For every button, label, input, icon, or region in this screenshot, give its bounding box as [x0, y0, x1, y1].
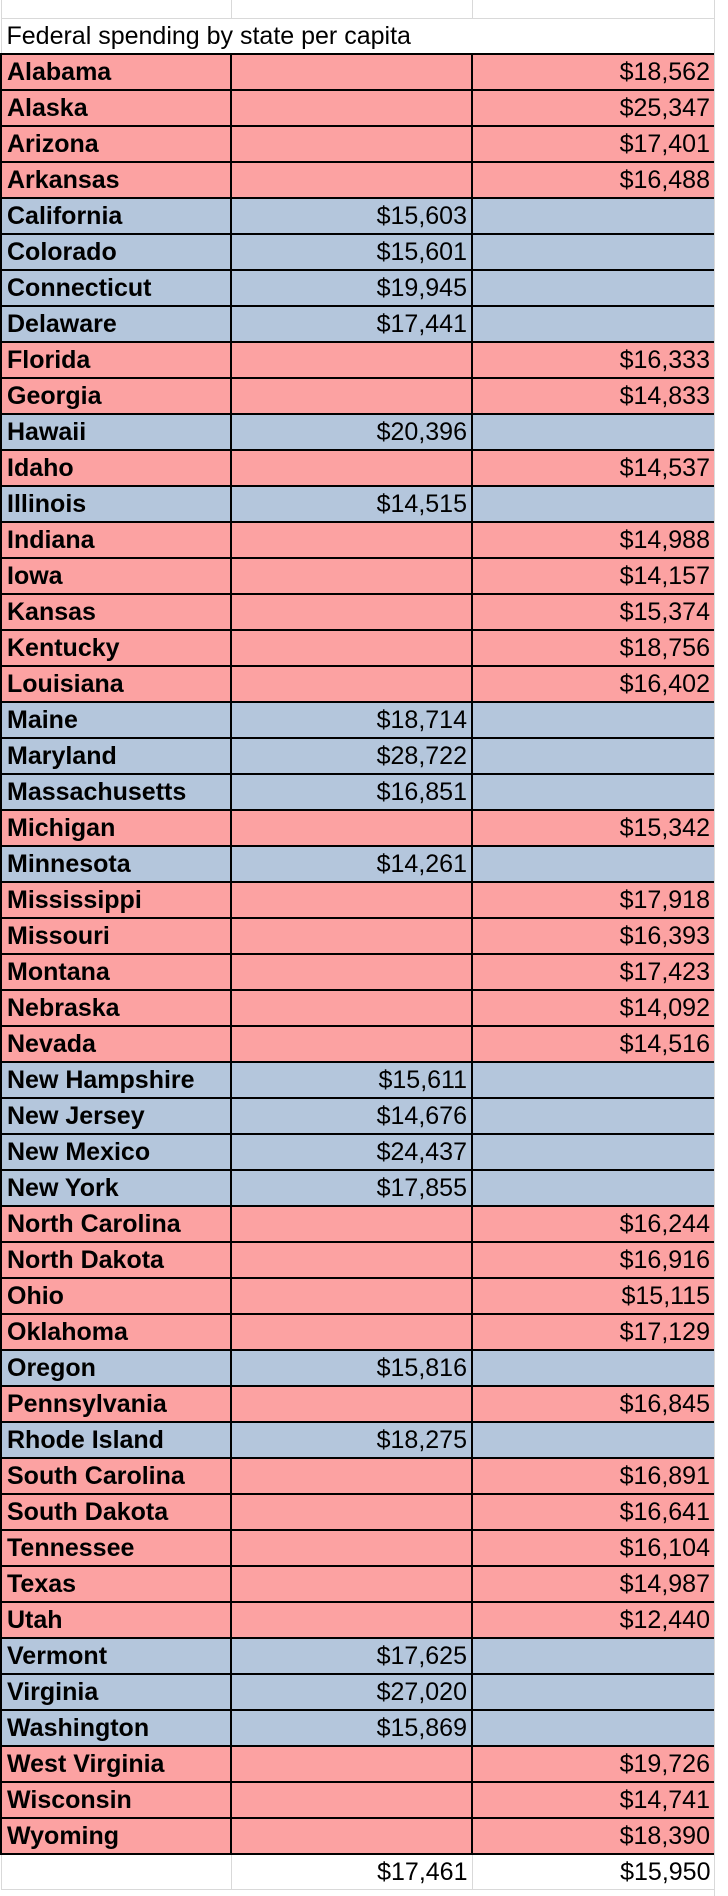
- blue-state-value-cell[interactable]: $24,437: [231, 1134, 472, 1170]
- state-name-cell[interactable]: Arizona: [1, 126, 231, 162]
- top-row: [1, 0, 715, 19]
- table-row: [1, 774, 715, 810]
- red-state-value-cell[interactable]: $18,756: [472, 630, 715, 666]
- blue-state-value-cell[interactable]: [231, 90, 472, 126]
- blue-state-value-cell[interactable]: [231, 1206, 472, 1242]
- red-state-value-cell[interactable]: $16,244: [472, 1206, 715, 1242]
- state-name-cell[interactable]: Georgia: [1, 378, 231, 414]
- red-state-value-cell[interactable]: $15,374: [472, 594, 715, 630]
- red-state-value-cell[interactable]: [472, 774, 715, 810]
- state-name-cell[interactable]: Oregon: [1, 1350, 231, 1386]
- table-row: [1, 558, 715, 594]
- state-name-cell[interactable]: South Carolina: [1, 1458, 231, 1494]
- red-state-value-cell[interactable]: [472, 198, 715, 234]
- blue-state-value-cell[interactable]: [231, 162, 472, 198]
- table-row: [1, 378, 715, 414]
- blue-state-value-cell[interactable]: $15,603: [231, 198, 472, 234]
- state-name-cell[interactable]: Massachusetts: [1, 774, 231, 810]
- red-state-value-cell[interactable]: [472, 1674, 715, 1710]
- sheet-edge: [714, 0, 728, 1896]
- table-row: [1, 630, 715, 666]
- red-state-value-cell[interactable]: [472, 1098, 715, 1134]
- blue-state-value-cell[interactable]: [231, 558, 472, 594]
- cell[interactable]: [472, 0, 715, 19]
- table-row: [1, 918, 715, 954]
- red-state-value-cell[interactable]: [472, 1710, 715, 1746]
- blue-state-value-cell[interactable]: $14,515: [231, 486, 472, 522]
- table-row: [1, 54, 715, 90]
- state-name-cell[interactable]: Michigan: [1, 810, 231, 846]
- blue-state-value-cell[interactable]: [231, 378, 472, 414]
- sheet-title[interactable]: Federal spending by state per capita: [1, 19, 715, 55]
- red-state-value-cell[interactable]: [472, 1170, 715, 1206]
- state-name-cell[interactable]: Alaska: [1, 90, 231, 126]
- state-name-cell[interactable]: Missouri: [1, 918, 231, 954]
- state-name-cell[interactable]: South Dakota: [1, 1494, 231, 1530]
- table-row: [1, 1782, 715, 1818]
- red-state-value-cell[interactable]: $16,488: [472, 162, 715, 198]
- table-row: [1, 1818, 715, 1854]
- red-state-value-cell[interactable]: [472, 1134, 715, 1170]
- state-name-cell[interactable]: Indiana: [1, 522, 231, 558]
- state-name-cell[interactable]: North Carolina: [1, 1206, 231, 1242]
- state-name-cell[interactable]: Rhode Island: [1, 1422, 231, 1458]
- table-row: [1, 1458, 715, 1494]
- blue-state-value-cell[interactable]: [231, 666, 472, 702]
- red-state-value-cell[interactable]: $14,157: [472, 558, 715, 594]
- blue-state-value-cell[interactable]: [231, 1782, 472, 1818]
- red-state-value-cell[interactable]: $25,347: [472, 90, 715, 126]
- blue-state-value-cell[interactable]: [231, 954, 472, 990]
- blue-state-value-cell[interactable]: [231, 990, 472, 1026]
- table-row: [1, 1278, 715, 1314]
- table-row: [1, 486, 715, 522]
- table-row: [1, 1206, 715, 1242]
- state-name-cell[interactable]: Ohio: [1, 1278, 231, 1314]
- table-row: [1, 594, 715, 630]
- red-state-value-cell[interactable]: [472, 1062, 715, 1098]
- state-name-cell[interactable]: Nevada: [1, 1026, 231, 1062]
- red-state-value-cell[interactable]: $14,741: [472, 1782, 715, 1818]
- table-row: [1, 702, 715, 738]
- blue-state-value-cell[interactable]: [231, 1458, 472, 1494]
- red-state-value-cell[interactable]: $12,440: [472, 1602, 715, 1638]
- blue-state-value-cell[interactable]: [231, 342, 472, 378]
- table-row: [1, 1386, 715, 1422]
- blue-state-value-cell[interactable]: [231, 126, 472, 162]
- table-row: [1, 522, 715, 558]
- state-name-cell[interactable]: Connecticut: [1, 270, 231, 306]
- table-row: [1, 126, 715, 162]
- table-row: [1, 1746, 715, 1782]
- red-state-value-cell[interactable]: $17,401: [472, 126, 715, 162]
- table-row: [1, 1422, 715, 1458]
- state-name-cell[interactable]: Louisiana: [1, 666, 231, 702]
- table-row: [1, 306, 715, 342]
- blue-state-value-cell[interactable]: [231, 1746, 472, 1782]
- red-state-value-cell[interactable]: [472, 846, 715, 882]
- red-state-value-cell[interactable]: [472, 414, 715, 450]
- blue-state-value-cell[interactable]: $15,869: [231, 1710, 472, 1746]
- state-name-cell[interactable]: Oklahoma: [1, 1314, 231, 1350]
- state-name-cell[interactable]: Florida: [1, 342, 231, 378]
- state-name-cell[interactable]: Washington: [1, 1710, 231, 1746]
- table-row: [1, 1566, 715, 1602]
- table-row: [1, 1638, 715, 1674]
- blue-state-value-cell[interactable]: [231, 1818, 472, 1854]
- blue-state-value-cell[interactable]: $15,611: [231, 1062, 472, 1098]
- red-state-value-cell[interactable]: $16,916: [472, 1242, 715, 1278]
- state-name-cell[interactable]: New Hampshire: [1, 1062, 231, 1098]
- state-name-cell[interactable]: Minnesota: [1, 846, 231, 882]
- blue-average-cell[interactable]: $17,461: [231, 1854, 472, 1890]
- blue-state-value-cell[interactable]: [231, 594, 472, 630]
- blue-state-value-cell[interactable]: $16,851: [231, 774, 472, 810]
- state-name-cell[interactable]: Texas: [1, 1566, 231, 1602]
- blue-state-value-cell[interactable]: $28,722: [231, 738, 472, 774]
- table-row: [1, 90, 715, 126]
- blue-state-value-cell[interactable]: [231, 882, 472, 918]
- blue-state-value-cell[interactable]: $15,601: [231, 234, 472, 270]
- state-name-cell[interactable]: West Virginia: [1, 1746, 231, 1782]
- state-name-cell[interactable]: Kentucky: [1, 630, 231, 666]
- blue-state-value-cell[interactable]: $14,676: [231, 1098, 472, 1134]
- state-name-cell[interactable]: Wisconsin: [1, 1782, 231, 1818]
- cell[interactable]: [1, 0, 231, 19]
- blue-state-value-cell[interactable]: [231, 1026, 472, 1062]
- red-state-value-cell[interactable]: $18,390: [472, 1818, 715, 1854]
- state-name-cell[interactable]: Nebraska: [1, 990, 231, 1026]
- red-state-value-cell[interactable]: $14,092: [472, 990, 715, 1026]
- table-row: [1, 234, 715, 270]
- red-state-value-cell[interactable]: $15,115: [472, 1278, 715, 1314]
- red-state-value-cell[interactable]: [472, 1638, 715, 1674]
- table-row: [1, 1530, 715, 1566]
- table-row: [1, 1602, 715, 1638]
- blue-state-value-cell[interactable]: $15,816: [231, 1350, 472, 1386]
- table-row: [1, 846, 715, 882]
- blue-state-value-cell[interactable]: $14,261: [231, 846, 472, 882]
- table-row: [1, 450, 715, 486]
- state-name-cell[interactable]: New York: [1, 1170, 231, 1206]
- state-name-cell[interactable]: Maryland: [1, 738, 231, 774]
- red-state-value-cell[interactable]: $18,562: [472, 54, 715, 90]
- red-state-value-cell[interactable]: $17,423: [472, 954, 715, 990]
- state-name-cell[interactable]: Utah: [1, 1602, 231, 1638]
- state-name-cell[interactable]: Maine: [1, 702, 231, 738]
- cell[interactable]: [1, 1854, 231, 1890]
- red-state-value-cell[interactable]: $15,342: [472, 810, 715, 846]
- red-state-value-cell[interactable]: [472, 306, 715, 342]
- blue-state-value-cell[interactable]: [231, 54, 472, 90]
- table-row: [1, 414, 715, 450]
- red-state-value-cell[interactable]: $16,845: [472, 1386, 715, 1422]
- red-state-value-cell[interactable]: $14,987: [472, 1566, 715, 1602]
- blue-state-value-cell[interactable]: $17,855: [231, 1170, 472, 1206]
- red-average-cell[interactable]: $15,950: [472, 1854, 715, 1890]
- table-row: [1, 1710, 715, 1746]
- table-row: [1, 954, 715, 990]
- blue-state-value-cell[interactable]: [231, 450, 472, 486]
- table-row: [1, 990, 715, 1026]
- red-state-value-cell[interactable]: $14,537: [472, 450, 715, 486]
- red-state-value-cell[interactable]: $16,402: [472, 666, 715, 702]
- red-state-value-cell[interactable]: $16,333: [472, 342, 715, 378]
- red-state-value-cell[interactable]: [472, 270, 715, 306]
- state-name-cell[interactable]: Idaho: [1, 450, 231, 486]
- state-name-cell[interactable]: Illinois: [1, 486, 231, 522]
- red-state-value-cell[interactable]: $17,129: [472, 1314, 715, 1350]
- blue-state-value-cell[interactable]: $17,625: [231, 1638, 472, 1674]
- state-name-cell[interactable]: Delaware: [1, 306, 231, 342]
- table-row: [1, 1062, 715, 1098]
- state-name-cell[interactable]: Vermont: [1, 1638, 231, 1674]
- state-name-cell[interactable]: Tennessee: [1, 1530, 231, 1566]
- table-row: [1, 882, 715, 918]
- blue-state-value-cell[interactable]: [231, 918, 472, 954]
- blue-state-value-cell[interactable]: [231, 1314, 472, 1350]
- red-state-value-cell[interactable]: [472, 738, 715, 774]
- state-name-cell[interactable]: Wyoming: [1, 1818, 231, 1854]
- state-name-cell[interactable]: New Jersey: [1, 1098, 231, 1134]
- state-name-cell[interactable]: Pennsylvania: [1, 1386, 231, 1422]
- blue-state-value-cell[interactable]: [231, 1530, 472, 1566]
- blue-state-value-cell[interactable]: $18,275: [231, 1422, 472, 1458]
- state-name-cell[interactable]: Mississippi: [1, 882, 231, 918]
- state-name-cell[interactable]: North Dakota: [1, 1242, 231, 1278]
- blue-state-value-cell[interactable]: [231, 522, 472, 558]
- blue-state-value-cell[interactable]: [231, 1278, 472, 1314]
- table-row: [1, 810, 715, 846]
- table-row: [1, 1134, 715, 1170]
- state-name-cell[interactable]: Alabama: [1, 54, 231, 90]
- blue-state-value-cell[interactable]: [231, 630, 472, 666]
- blue-state-value-cell[interactable]: [231, 1602, 472, 1638]
- blue-state-value-cell[interactable]: $17,441: [231, 306, 472, 342]
- table-row: [1, 270, 715, 306]
- blue-state-value-cell[interactable]: [231, 810, 472, 846]
- red-state-value-cell[interactable]: $16,641: [472, 1494, 715, 1530]
- state-name-cell[interactable]: Montana: [1, 954, 231, 990]
- table-row: [1, 1314, 715, 1350]
- state-name-cell[interactable]: Kansas: [1, 594, 231, 630]
- red-state-value-cell[interactable]: $14,516: [472, 1026, 715, 1062]
- state-name-cell[interactable]: Virginia: [1, 1674, 231, 1710]
- red-state-value-cell[interactable]: $14,988: [472, 522, 715, 558]
- state-name-cell[interactable]: California: [1, 198, 231, 234]
- title-row: [1, 19, 715, 55]
- red-state-value-cell[interactable]: [472, 1350, 715, 1386]
- cell[interactable]: [231, 0, 472, 19]
- blue-state-value-cell[interactable]: $19,945: [231, 270, 472, 306]
- blue-state-value-cell[interactable]: [231, 1242, 472, 1278]
- red-state-value-cell[interactable]: $17,918: [472, 882, 715, 918]
- red-state-value-cell[interactable]: [472, 486, 715, 522]
- state-name-cell[interactable]: Colorado: [1, 234, 231, 270]
- table-row: [1, 162, 715, 198]
- table-row: [1, 1026, 715, 1062]
- blue-state-value-cell[interactable]: $20,396: [231, 414, 472, 450]
- red-state-value-cell[interactable]: [472, 702, 715, 738]
- blue-state-value-cell[interactable]: $18,714: [231, 702, 472, 738]
- totals-row: [1, 1854, 715, 1890]
- table-row: [1, 666, 715, 702]
- table-row: [1, 198, 715, 234]
- state-name-cell[interactable]: Iowa: [1, 558, 231, 594]
- red-state-value-cell[interactable]: [472, 234, 715, 270]
- red-state-value-cell[interactable]: [472, 1422, 715, 1458]
- table-row: [1, 1350, 715, 1386]
- table-row: [1, 738, 715, 774]
- table-row: [1, 1098, 715, 1134]
- red-state-value-cell[interactable]: $16,104: [472, 1530, 715, 1566]
- table-row: [1, 1674, 715, 1710]
- blue-state-value-cell[interactable]: [231, 1386, 472, 1422]
- table-row: [1, 1494, 715, 1530]
- blue-state-value-cell[interactable]: $27,020: [231, 1674, 472, 1710]
- red-state-value-cell[interactable]: $14,833: [472, 378, 715, 414]
- table-row: [1, 342, 715, 378]
- state-name-cell[interactable]: Hawaii: [1, 414, 231, 450]
- state-name-cell[interactable]: New Mexico: [1, 1134, 231, 1170]
- red-state-value-cell[interactable]: $16,891: [472, 1458, 715, 1494]
- state-name-cell[interactable]: Arkansas: [1, 162, 231, 198]
- blue-state-value-cell[interactable]: [231, 1494, 472, 1530]
- red-state-value-cell[interactable]: $16,393: [472, 918, 715, 954]
- table-row: [1, 1170, 715, 1206]
- red-state-value-cell[interactable]: $19,726: [472, 1746, 715, 1782]
- table-row: [1, 1242, 715, 1278]
- blue-state-value-cell[interactable]: [231, 1566, 472, 1602]
